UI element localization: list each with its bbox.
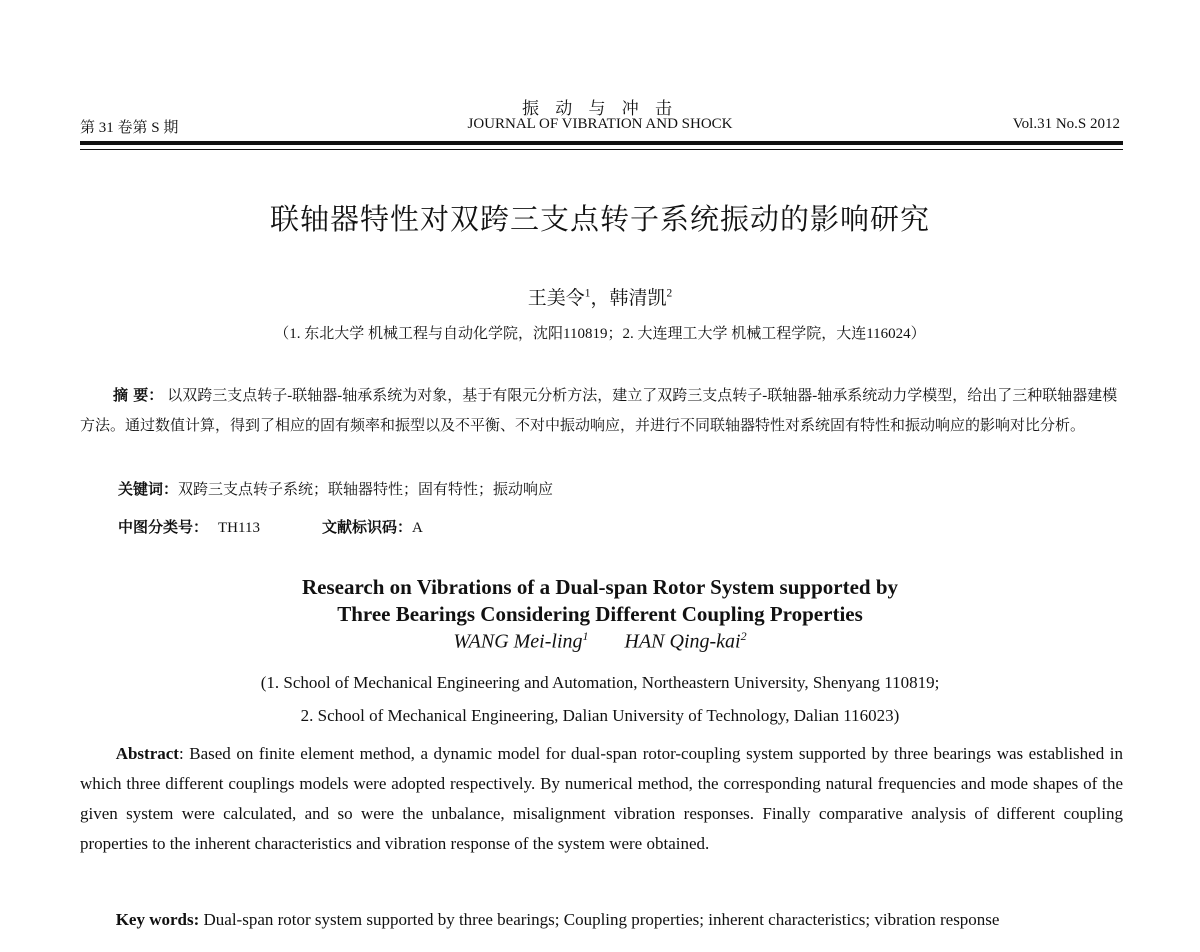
cn-abstract [80,380,1123,441]
cn-keywords-label: 关键词： [118,480,179,498]
cn-doc-code-value: A [411,520,423,536]
en-affiliation-1: (1. School of Mechanical Engineering and Automation, Northeastern University, Shenyang 110819; [260,673,940,692]
en-abstract-text: : Based on finite element method, a dynamic model for dual-span rotor-coupling system supported by three bearings was established in which three different couplings models were adopted respectively. By numerical method, the corresponding natural frequencies and mode shapes of the given system were calculated, and so were the unbalance, misalignment vibration responses. Finally comparative analysis of different coupling properties to the inherent characteristics and vibration response of the system were obtained. [80,744,1123,853]
cn-doc-code-label: 文献标识码： [321,518,412,536]
header-volume-en: Vol.31 No.S 2012 [1012,116,1120,132]
cn-author-1: 王美令 [527,288,585,309]
en-authors [0,629,1200,654]
en-keywords-label: Key words: [115,910,200,929]
header-rule-thin [80,149,1123,150]
cn-authors [0,283,1200,310]
en-abstract-label: Abstract [115,744,179,763]
cn-clc-label: 中图分类号： [118,518,209,536]
cn-author-1-sup: 1 [584,287,591,300]
cn-keywords [118,478,553,499]
header-volume-cn: 第 31 卷第 S 期 [80,120,179,136]
en-affiliation-2: 2. School of Mechanical Engineering, Dalian University of Technology, Dalian 116023) [300,706,900,725]
cn-author-2: 韩清凯 [609,288,667,309]
cn-author-2-sup: 2 [666,287,673,300]
header-rule-thick [80,141,1123,145]
en-title-line-1: Research on Vibrations of a Dual-span Rotor System supported by [301,575,899,599]
en-author-1-sup: 1 [582,629,589,643]
cn-affiliation: （1. 东北大学 机械工程与自动化学院，沈阳110819；2. 大连理工大学 机械工程学院，大连116024） [274,326,926,342]
en-author-2: HAN Qing-kai [624,630,741,653]
cn-classification [118,516,423,537]
en-abstract [80,739,1123,859]
cn-keywords-text: 双跨三支点转子系统；联轴器特性；固有特性；振动响应 [178,482,554,498]
header-journal-cn: 振 动 与 冲 击 [522,99,678,118]
cn-title: 联轴器特性对双跨三支点转子系统振动的影响研究 [269,202,930,236]
cn-clc-value: TH113 [218,520,260,536]
en-title-line-2: Three Bearings Considering Different Coupling Properties [337,602,863,626]
en-title [0,574,1200,628]
en-author-1: WANG Mei-ling [453,630,583,653]
cn-abstract-text: 以双跨三支点转子-联轴器-轴承系统为对象，基于有限元分析方法，建立了双跨三支点转子-联轴器-轴承系统动力学模型，给出了三种联轴器建模方法。通过数值计算，得到了相应的固有频率和振型以及不平衡、不对中振动响应，并进行不同联轴器特性对系统固有特性和振动响应的影响对比分析。 [80,388,1118,434]
en-keywords [80,905,1123,935]
header-journal-en: JOURNAL OF VIBRATION AND SHOCK [467,116,733,132]
en-keywords-text: Dual-span rotor system supported by three bearings; Coupling properties; inherent characteristics; vibration response [199,910,1000,929]
en-author-2-sup: 2 [740,629,747,643]
cn-abstract-label: 摘 要： [113,386,164,404]
cn-author-sep: ， [590,288,610,309]
